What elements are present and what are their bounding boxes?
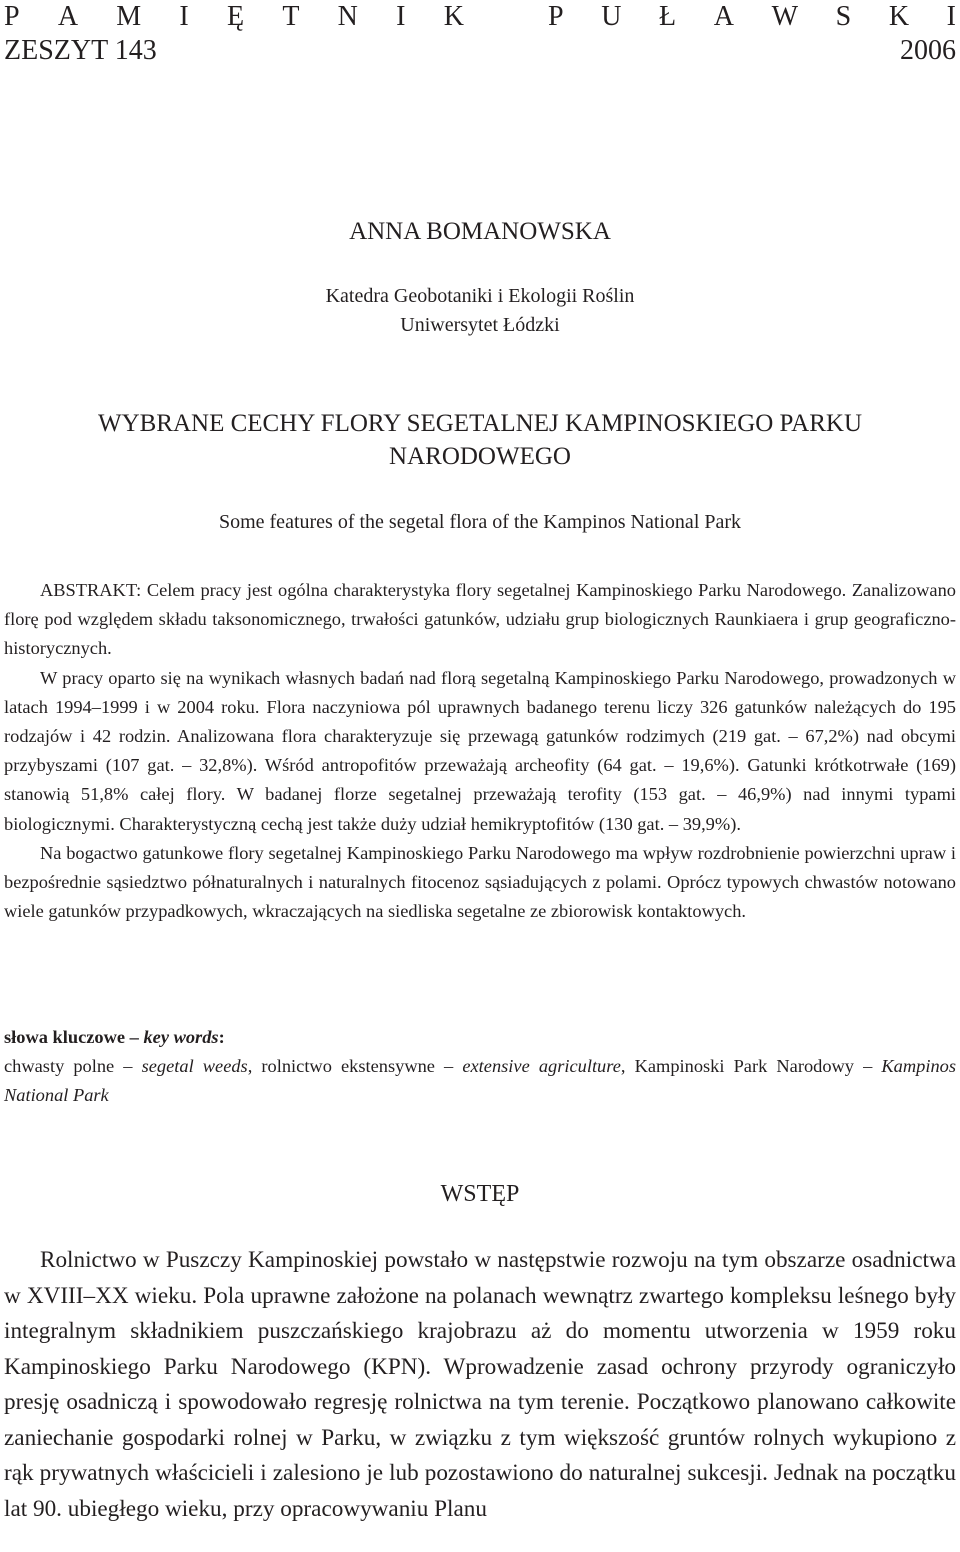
journal-letter: N [337,1,358,32]
journal-letter: P [548,1,564,32]
journal-letter: A [713,1,734,32]
journal-letter: K [888,1,910,32]
journal-letter: M [116,1,142,32]
journal-name [4,0,956,34]
introduction-paragraph: Rolnictwo w Puszczy Kampinoskiej powstało w następstwie rozwoju na tym obszarze osadnictwa w XVIII–XX wieku. Pola uprawne założone na polanach wewnątrz zwartego kompleksu leśnego były integralnym składnikiem puszczańskiego krajobrazu aż do momentu utworzenia w 1959 roku Kampinoskiego Parku Narodowego (KPN). Wprowadzenie zasad ochrony przyrody ograniczyło presję osadniczą i spowodowało regresję rolnictwa na tym terenie. Początkowo planowano całkowite zaniechanie gospodarki rolnej w Parku, w związku z tym większość gruntów rolnych wykupiono z rąk prywatnych właścicieli i zalesiono je lub pozostawiono do naturalnej sukcesji. Jednak na początku lat 90. ubiegłego wieku, przy opracowywaniu Planu [4,1247,956,1522]
journal-word-pamietnik [4,0,464,34]
keyword-pl: chwasty polne – [4,1056,142,1077]
journal-letter: P [4,1,20,32]
keyword-en: segetal weeds [141,1056,248,1077]
abstract-paragraph: ABSTRAKT: Celem pracy jest ogólna charakterystyka flory segetalnej Kampinoskiego Parku Narodowego. Zanalizowano florę pod względem składu taksonomicznego, trwałości gatunków, udziału grup biologicznych Raunkiaera i grup geograficzno-historycznych. [4,580,956,659]
affiliation-department: Katedra Geobotaniki i Ekologii Roślin [325,285,635,307]
journal-letter: U [601,1,622,32]
issue-year: 2006 [900,35,956,66]
abstract [4,576,956,926]
journal-word-pulawski [548,0,956,34]
journal-letter: I [946,1,956,32]
paper-title-line: WYBRANE CECHY FLORY SEGETALNEJ KAMPINOSKIEGO PARKU [97,410,862,437]
author-name: ANNA BOMANOWSKA [349,218,611,245]
introduction [4,1243,956,1527]
keyword-en: extensive agriculture [462,1056,621,1077]
paper-title [0,407,960,473]
paper-title-english: Some features of the segetal flora of the Kampinos National Park [218,511,742,533]
journal-letter: Ł [659,1,677,32]
keywords-label-colon: : [218,1027,225,1047]
keywords-list [4,1052,956,1110]
journal-letter: I [396,1,406,32]
journal-letter: A [57,1,79,32]
abstract-paragraph: W pracy oparto się na wynikach własnych badań nad florą segetalną Kampinoskiego Parku Narodowego, prowadzonych w latach 1994–1999 i w 2004 roku. Flora naczyniowa pól uprawnych badanego terenu liczy 326 gatunków należących do 195 rodzajów i 42 rodzin. Analizowana flora charakteryzuje się przewagą gatunków rodzimych (219 gat. – 67,2%) nad obcymi przybyszami (107 gat. – 32,8%). Wśród antropofitów przeważają archeofity (64 gat. – 19,6%). Gatunki krótkotrwałe (169) stanowią 51,8% całej flory. W badanej florze segetalnej przeważają terofity (153 gat. – 46,9%) nad innymi typami biologicznymi. Charakterystyczną cechą jest także duży udział hemikryptofitów (130 gat. – 39,9%). [4,667,956,834]
journal-letter: K [443,1,464,32]
keyword-pl: , Kampinoski Park Narodowy – [620,1056,882,1077]
paper-title-line: NARODOWEGO [389,443,571,470]
keywords [4,1023,956,1111]
affiliation-university: Uniwersytet Łódzki [400,314,560,336]
journal-letter: S [835,1,852,32]
keywords-label [4,1023,956,1052]
abstract-paragraph: Na bogactwo gatunkowe flory segetalnej Kampinoskiego Parku Narodowego ma wpływ rozdrobnienie powierzchni upraw i bezpośrednie sąsiedztwo półnaturalnych i naturalnych fitocenoz sąsiadujących z polami. Oprócz typowych chwastów notowano wiele gatunków przypadkowych, wkraczających na siedliska segetalne ze zbiorowisk kontaktowych. [4,842,956,922]
keywords-label-pl: słowa kluczowe – [4,1027,139,1047]
journal-letter: I [179,1,189,32]
issue-row [4,34,956,68]
section-heading: WSTĘP [440,1181,520,1207]
journal-letter: Ę [226,1,245,32]
journal-letter: T [282,1,300,32]
masthead [4,0,956,68]
keyword-pl: , rolnictwo ekstensywne – [247,1056,463,1077]
journal-letter: W [771,1,799,32]
affiliation [0,282,960,340]
keyword-en: Kampinos National Park [4,1056,956,1106]
keywords-label-en: key words [143,1027,219,1047]
issue-number: ZESZYT 143 [4,35,157,66]
